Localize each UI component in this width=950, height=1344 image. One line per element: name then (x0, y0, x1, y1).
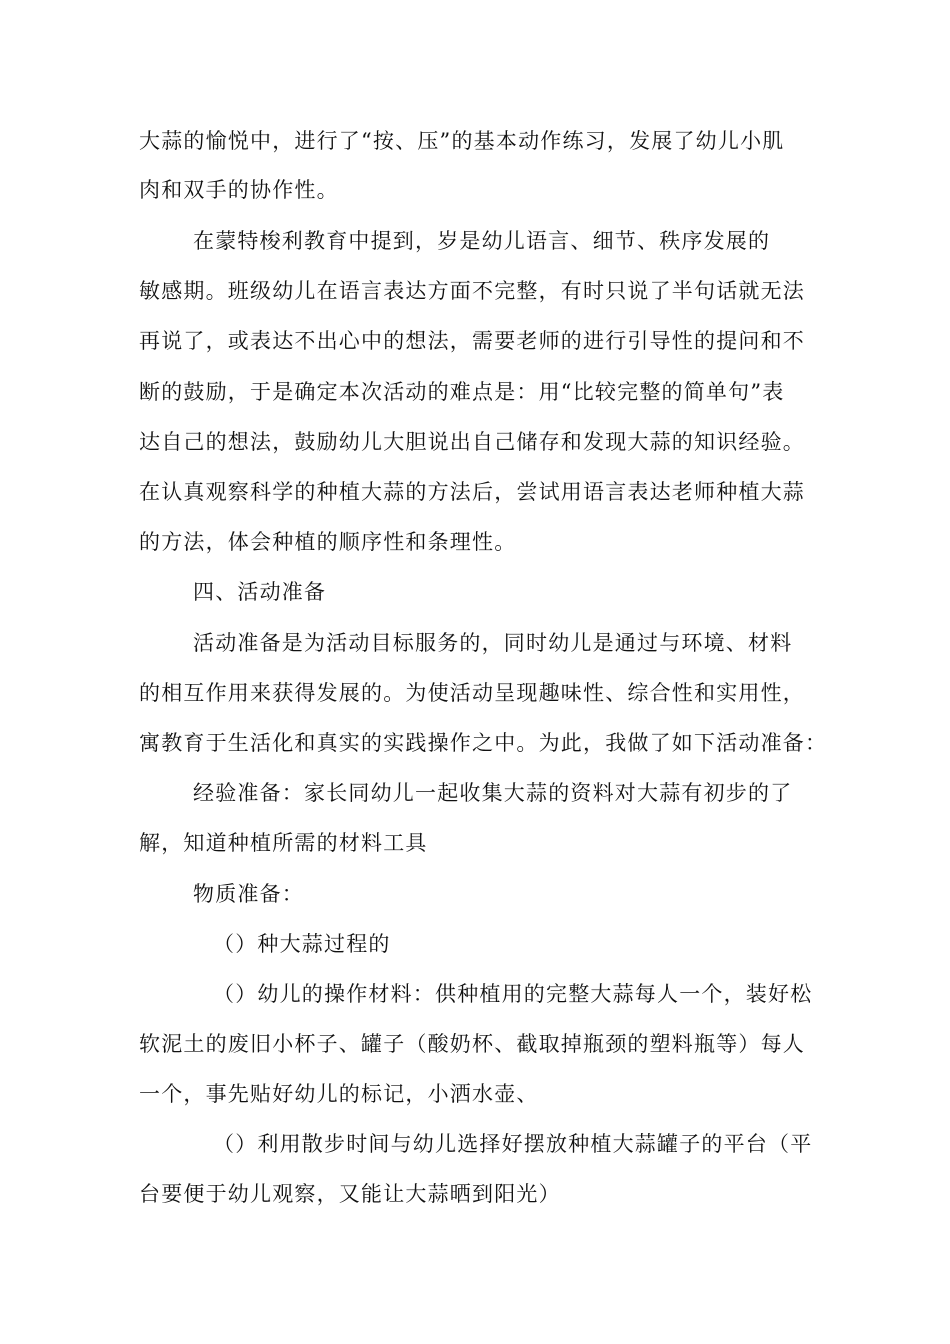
text-line: 再说了，或表达不出心中的想法，需要老师的进行引导性的提问和不 (139, 329, 805, 353)
list-item-line: （）种大蒜过程的 (213, 932, 391, 956)
paragraph-start-line: 经验准备：家长同幼儿一起收集大蒜的资料对大蒜有初步的了 (193, 781, 793, 805)
paragraph-start-line: 在蒙特梭利教育中提到，岁是幼儿语言、细节、秩序发展的 (193, 229, 771, 253)
section-heading: 四、活动准备 (193, 580, 327, 604)
text-line: 台要便于幼儿观察，又能让大蒜晒到阳光） (139, 1182, 561, 1206)
paragraph-start-line: 活动准备是为活动目标服务的，同时幼儿是通过与环境、材料 (193, 631, 793, 655)
text-line: 大蒜的愉悦中，进行了“按、压”的基本动作练习，发展了幼儿小肌 (139, 129, 785, 153)
text-line: 在认真观察科学的种植大蒜的方法后，尝试用语言表达老师种植大蒜 (139, 480, 805, 504)
text-line: 敏感期。班级幼儿在语言表达方面不完整，有时只说了半句话就无法 (139, 279, 805, 303)
list-item-line: （）幼儿的操作材料：供种植用的完整大蒜每人一个，装好松 (213, 982, 813, 1006)
text-line: 达自己的想法，鼓励幼儿大胆说出自己储存和发现大蒜的知识经验。 (139, 430, 805, 454)
text-line: 寓教育于生活化和真实的实践操作之中。为此，我做了如下活动准备： (139, 731, 828, 755)
text-line: 的相互作用来获得发展的。为使活动呈现趣味性、综合性和实用性， (139, 681, 805, 705)
text-line: 肉和双手的协作性。 (139, 178, 339, 202)
text-line: 的方法，体会种植的顺序性和条理性。 (139, 530, 517, 554)
paragraph-start-line: 物质准备： (193, 882, 304, 906)
list-item-line: （）利用散步时间与幼儿选择好摆放种植大蒜罐子的平台（平 (213, 1132, 813, 1156)
text-line: 软泥土的废旧小杯子、罐子（酸奶杯、截取掉瓶颈的塑料瓶等）每人 (139, 1032, 805, 1056)
text-line: 一个，事先贴好幼儿的标记，小洒水壶、 (139, 1082, 539, 1106)
text-line: 断的鼓励，于是确定本次活动的难点是：用“比较完整的简单句”表 (139, 380, 785, 404)
text-line: 解，知道种植所需的材料工具 (139, 831, 428, 855)
